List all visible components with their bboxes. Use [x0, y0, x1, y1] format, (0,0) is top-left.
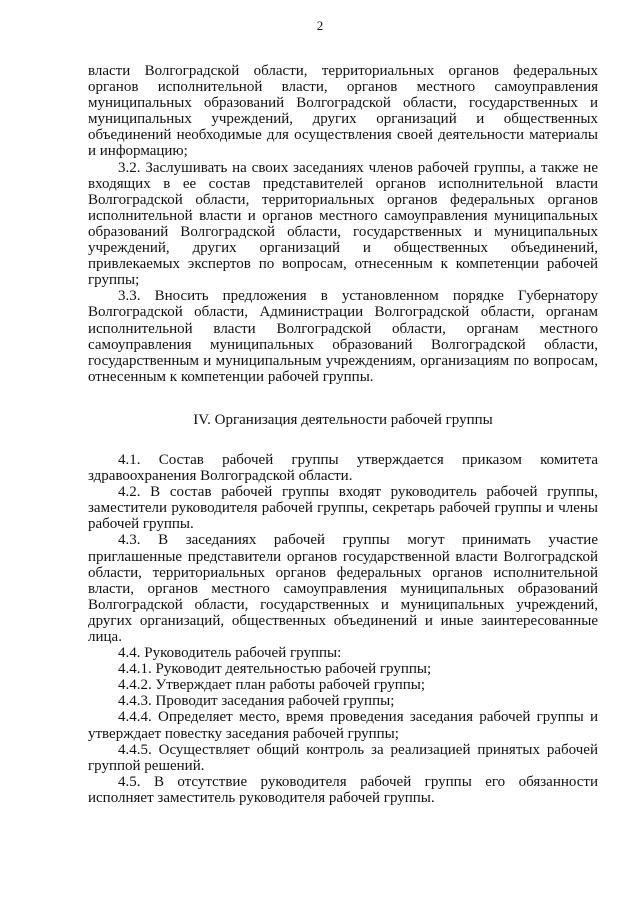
paragraph-4-4: 4.4. Руководитель рабочей группы: — [118, 645, 342, 662]
paragraph-4-4-4: 4.4.4. Определяет место, время проведения заседания рабочей группы и утверждает повестку заседания рабочей группы; — [88, 709, 598, 742]
paragraph-4-4-5: 4.4.5. Осуществляет общий контроль за реализацией принятых рабочей группой решений. — [88, 741, 598, 774]
paragraph-4-2: 4.2. В состав рабочей группы входят руководитель рабочей группы, заместители руководителя рабочей группы, секретарь рабочей группы и члены рабочей группы. — [88, 484, 598, 533]
paragraph-4-1: 4.1. Состав рабочей группы утверждается приказом комитета здравоохранения Волгоградской области. — [88, 451, 598, 485]
paragraph-4-4-2: 4.4.2. Утверждает план работы рабочей группы; — [118, 677, 426, 694]
paragraph-3-3: 3.3. Вносить предложения в установленном порядке Губернатору Волгоградской области, Администрации Волгоградской области, органам исполнительной власти Волгоградской области, органам местного самоуправления муниципальных образований Волгоградской области, государственным и муниципальным учреждениям, организациям по вопросам, отнесенным к компетенции рабочей группы. — [88, 288, 598, 385]
page-number: 2 — [316, 18, 324, 33]
paragraph-4-4-1: 4.4.1. Руководит деятельностью рабочей группы; — [118, 661, 432, 678]
document-body — [88, 63, 598, 806]
paragraph-4-5: 4.5. В отсутствие руководителя рабочей группы его обязанности исполняет заместитель руководителя рабочей группы. — [88, 773, 598, 806]
paragraph-3-2: 3.2. Заслушивать на своих заседаниях членов рабочей группы, а также не входящих в ее состав представителей органов исполнительной власти Волгоградской области, территориальных органов федеральных органов исполнительной власти и органов местного самоуправления муниципальных образований Волгоградской области, государственных и муниципальных учреждений, других организаций и общественных объединений, привлекаемых экспертов по вопросам, отнесенным к компетенции рабочей группы; — [88, 159, 598, 289]
paragraph-4-4-3: 4.4.3. Проводит заседания рабочей группы; — [118, 693, 395, 710]
section-heading-iv: IV. Организация деятельности рабочей группы — [193, 411, 493, 428]
paragraph-4-3: 4.3. В заседаниях рабочей группы могут принимать участие приглашенные представители органов государственной власти Волгоградской области, территориальных органов федеральных органов исполнительной власти, органов местного самоуправления муниципальных образований Волгоградской области, государственных и муниципальных учреждений, других организаций, общественных объединений и иные заинтересованные лица. — [88, 532, 598, 645]
paragraph-3-1-continuation: власти Волгоградской области, территориальных органов федеральных органов исполнительной власти, органов местного самоуправления муниципальных образований Волгоградской области, государственных и муниципальных учреждений, других организаций и общественных объединений необходимые для осуществления своей деятельности материалы и информацию; — [88, 63, 598, 160]
